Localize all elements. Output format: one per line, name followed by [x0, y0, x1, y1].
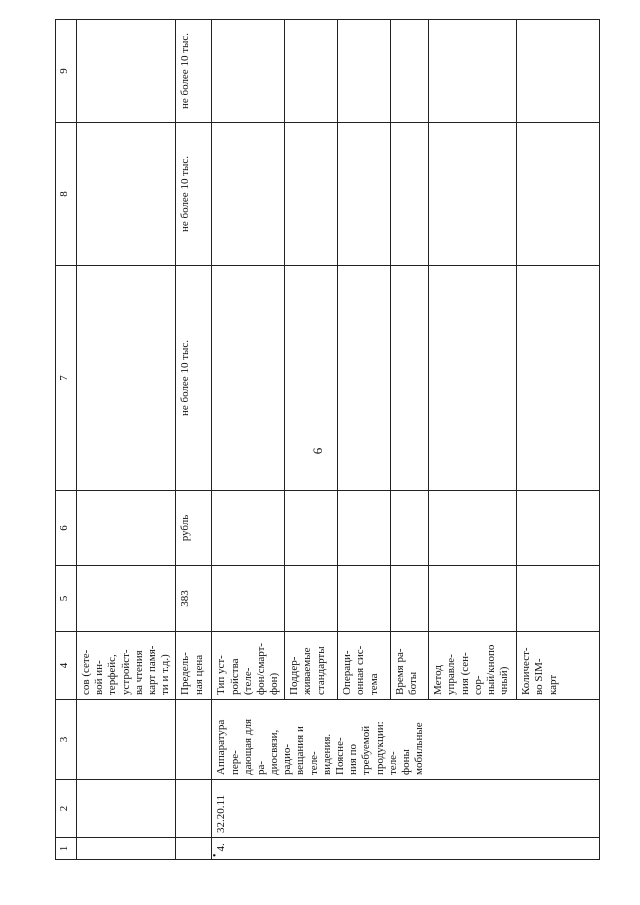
table-cell	[77, 123, 176, 266]
table-row-continuation	[77, 20, 176, 860]
value-cell: не более 10 тыс.	[176, 20, 212, 123]
table-cell	[391, 491, 429, 566]
table-cell	[517, 566, 600, 632]
table-cell	[285, 123, 338, 266]
col-header-4: 4	[56, 632, 77, 700]
table-cell	[176, 838, 212, 860]
table-cell	[391, 266, 429, 491]
table-cell	[77, 700, 176, 780]
row-number-cell: •4.	[212, 838, 600, 860]
col-header-9: 9	[56, 20, 77, 123]
col-header-6: 6	[56, 491, 77, 566]
okpd2-code-cell: 32.20.11	[212, 780, 600, 838]
description-cell: Аппаратура пере- дающая для ра- диосвязи, радио- вещания и теле- видения. Поясне- ния по требуемой продукции: теле- фоны мобильные	[212, 700, 600, 780]
page-number: 6	[310, 447, 325, 455]
table-cell	[517, 491, 600, 566]
table-cell	[212, 491, 285, 566]
value-cell: не более 10 тыс.	[176, 123, 212, 266]
characteristic-cell: Предель- ная цена	[176, 632, 212, 700]
table-cell	[212, 123, 285, 266]
table-cell	[338, 566, 391, 632]
table-cell	[429, 20, 517, 123]
specification-table	[55, 19, 600, 860]
table-cell	[429, 266, 517, 491]
table-cell	[517, 123, 600, 266]
col-header-8: 8	[56, 123, 77, 266]
header-row	[56, 20, 77, 860]
table-row-item4-a	[212, 20, 285, 860]
table-cell	[285, 266, 338, 491]
characteristic-cell: Операци- онная сис- тема	[338, 632, 391, 700]
table-cell	[429, 566, 517, 632]
table-cell	[391, 123, 429, 266]
characteristic-cell: сов (сете- вой ин- терфейс, устройст- ва чтения карт памя- ти и т.д.)	[77, 632, 176, 700]
table-cell	[517, 20, 600, 123]
characteristic-cell: Поддер- живаемые стандарты	[285, 632, 338, 700]
table-row-price	[176, 20, 212, 860]
okei-code-cell: 383	[176, 566, 212, 632]
table-cell	[429, 491, 517, 566]
table-cell	[176, 780, 212, 838]
table-cell	[338, 20, 391, 123]
col-header-1: 1	[56, 838, 77, 860]
table-cell	[212, 566, 285, 632]
table-cell	[77, 20, 176, 123]
table-cell	[338, 266, 391, 491]
table-cell	[77, 838, 176, 860]
table-cell	[391, 20, 429, 123]
table-cell	[338, 123, 391, 266]
characteristic-cell: Метод управле- ния (сен- сор- ный/кнопо чный)	[429, 632, 517, 700]
table-cell	[77, 780, 176, 838]
table-cell	[285, 20, 338, 123]
table-cell	[176, 700, 212, 780]
col-header-5: 5	[56, 566, 77, 632]
col-header-2: 2	[56, 780, 77, 838]
col-header-3: 3	[56, 700, 77, 780]
table-cell	[285, 491, 338, 566]
characteristic-cell: Тип уст- ройства (теле- фон/смарт- фон)	[212, 632, 285, 700]
table-cell	[429, 123, 517, 266]
characteristic-cell: Количест- во SIM- карт	[517, 632, 600, 700]
table-cell	[338, 491, 391, 566]
table-cell	[77, 566, 176, 632]
value-cell: не более 10 тыс.	[176, 266, 212, 491]
unit-cell: рубль	[176, 491, 212, 566]
mark-icon: •	[210, 853, 222, 857]
table-cell	[77, 266, 176, 491]
table-container	[55, 20, 600, 860]
table-cell	[77, 491, 176, 566]
table-cell	[517, 266, 600, 491]
col-header-7: 7	[56, 266, 77, 491]
table-cell	[212, 266, 285, 491]
table-cell	[285, 566, 338, 632]
table-cell	[391, 566, 429, 632]
characteristic-cell: Время ра- боты	[391, 632, 429, 700]
table-cell	[212, 20, 285, 123]
